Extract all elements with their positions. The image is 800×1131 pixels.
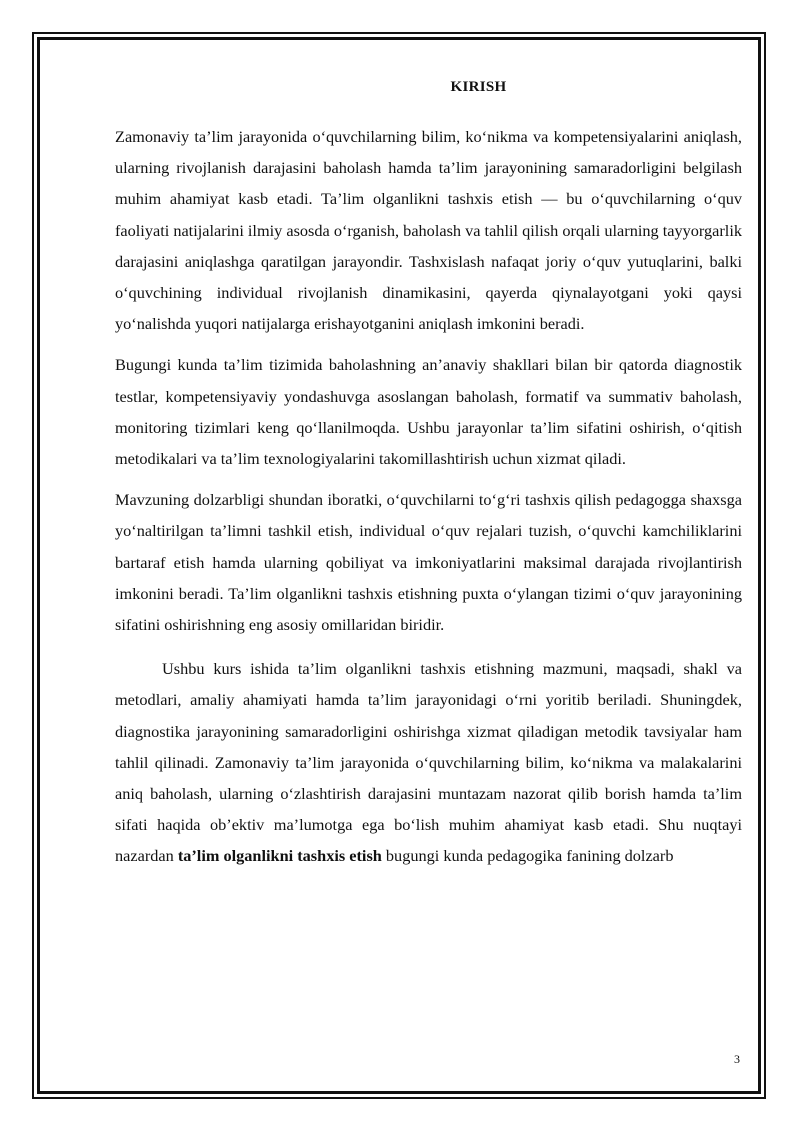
paragraph-1: Zamonaviy ta’lim jarayonida o‘quvchilarning bilim, ko‘nikma va kompetensiyalarini aniqlash, ularning rivojlanish darajasini baholash hamda ta’lim jarayonining samaradorligini belgilash muhim ahamiyat kasb etadi. Ta’lim olganlikni tashxis etish — bu o‘quvchilarning o‘quv faoliyati natijalarini ilmiy asosda o‘rganish, baholash va tahlil qilish orqali ularning tayyorgarlik darajasini aniqlashga qaratilgan jarayondir. Tashxislash nafaqat joriy o‘quv yutuqlarini, balki o‘quvchining individual rivojlanish dinamikasini, qayerda qiynalayotgani yoki qaysi yo‘nalishda yuqori natijalarga erishayotganini aniqlash imkonini beradi. [115, 127, 742, 334]
paragraph-3: Mavzuning dolzarbligi shundan iboratki, o‘quvchilarni to‘g‘ri tashxis qilish pedagogga shaxsga yo‘naltirilgan ta’limni tashkil etish, individual o‘quv rejalari tuzish, o‘quvchi kamchiliklarini bartaraf etish hamda ularning qobiliyat va imkoniyatlarini maksimal darajada rivojlantirish imkonini beradi. Ta’lim olganlikni tashxis etishning puxta o‘ylangan tizimi o‘quv jarayonining sifatini oshirishning eng asosiy omillaridan biridir. [115, 490, 742, 635]
paragraph-4-text-end: bugungi kunda pedagogika fanining dolzarb [381, 846, 674, 866]
paragraph-4 [115, 653, 742, 871]
document-body [115, 78, 742, 882]
page-number: 3 [734, 1052, 740, 1066]
paragraph-4-text: Ushbu kurs ishida ta’lim olganlikni tashxis etishning mazmuni, maqsadi, shakl va metodlari, amaliy ahamiyati hamda ta’lim jarayonidagi o‘rni yoritib beriladi. Shuningdek, diagnostika jarayonining samaradorligini oshirishga xizmat qiladigan metodik tavsiyalar ham tahlil qilinadi. Zamonaviy ta’lim jarayonida o‘quvchilarning bilim, ko‘nikma va malakalarini aniq baholash, ularning o‘zlashtirish darajasini muntazam nazorat qilib borish hamda ta’lim sifati haqida ob’ektiv ma’lumotga ega bo‘lish muhim ahamiyat kasb etadi. Shu nuqtayi nazardan [115, 659, 742, 866]
paragraph-4-bold-term: ta’lim olganlikni tashxis etish [177, 846, 382, 866]
page-title: KIRISH [450, 79, 507, 95]
paragraph-2: Bugungi kunda ta’lim tizimida baholashning an’anaviy shakllari bilan bir qatorda diagnostik testlar, kompetensiyaviy yondashuvga asoslangan baholash, formatif va summativ baholash, monitoring tizimlari keng qo‘llanilmoqda. Ushbu jarayonlar ta’lim sifatini oshirish, o‘qitish metodikalari va ta’lim texnologiyalarini takomillashtirish uchun xizmat qiladi. [115, 355, 742, 469]
